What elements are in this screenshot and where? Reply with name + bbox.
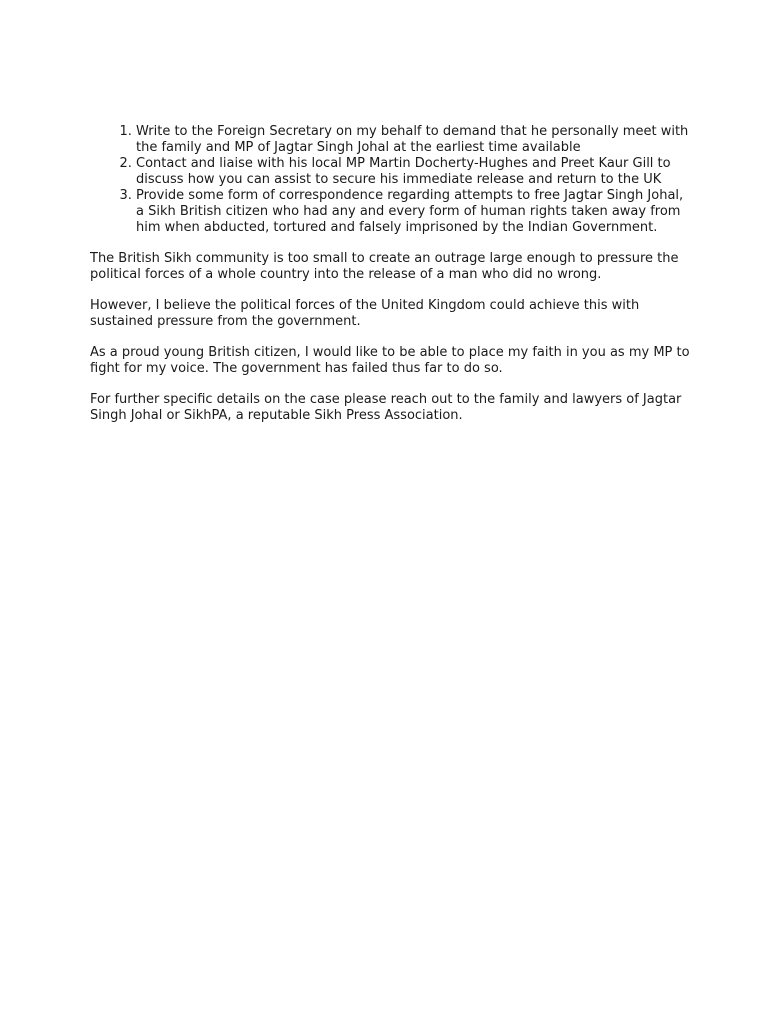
request-item-1: 1. Write to the Foreign Secretary on my behalf to demand that he personally meet with the family and MP of Jagtar Singh Johal at the earliest time available [136,124,690,156]
paragraph-faith-in-mp: As a proud young British citizen, I would like to be able to place my faith in you as my MP to fight for my voice. The government has failed thus far to do so. [90,345,690,376]
paragraph-political-forces: However, I believe the political forces of the United Kingdom could achieve this with sustained pressure from the government. [90,298,640,329]
letter-body [90,124,690,439]
request-list [90,124,690,236]
paragraph-community: The British Sikh community is too small to create an outrage large enough to pressure the political forces of a whole country into the release of a man who did no wrong. [90,251,679,282]
paragraph-further-details: For further specific details on the case please reach out to the family and lawyers of Jagtar Singh Johal or SikhPA, a reputable Sikh Press Association. [90,392,682,423]
request-item-2: 2. Contact and liaise with his local MP Martin Docherty-Hughes and Preet Kaur Gill to discuss how you can assist to secure his immediate release and return to the UK [136,156,690,188]
request-item-3: 3. Provide some form of correspondence regarding attempts to free Jagtar Singh Johal, a Sikh British citizen who had any and every form of human rights taken away from him when abducted, tortured and falsely imprisoned by the Indian Government. [136,188,690,236]
